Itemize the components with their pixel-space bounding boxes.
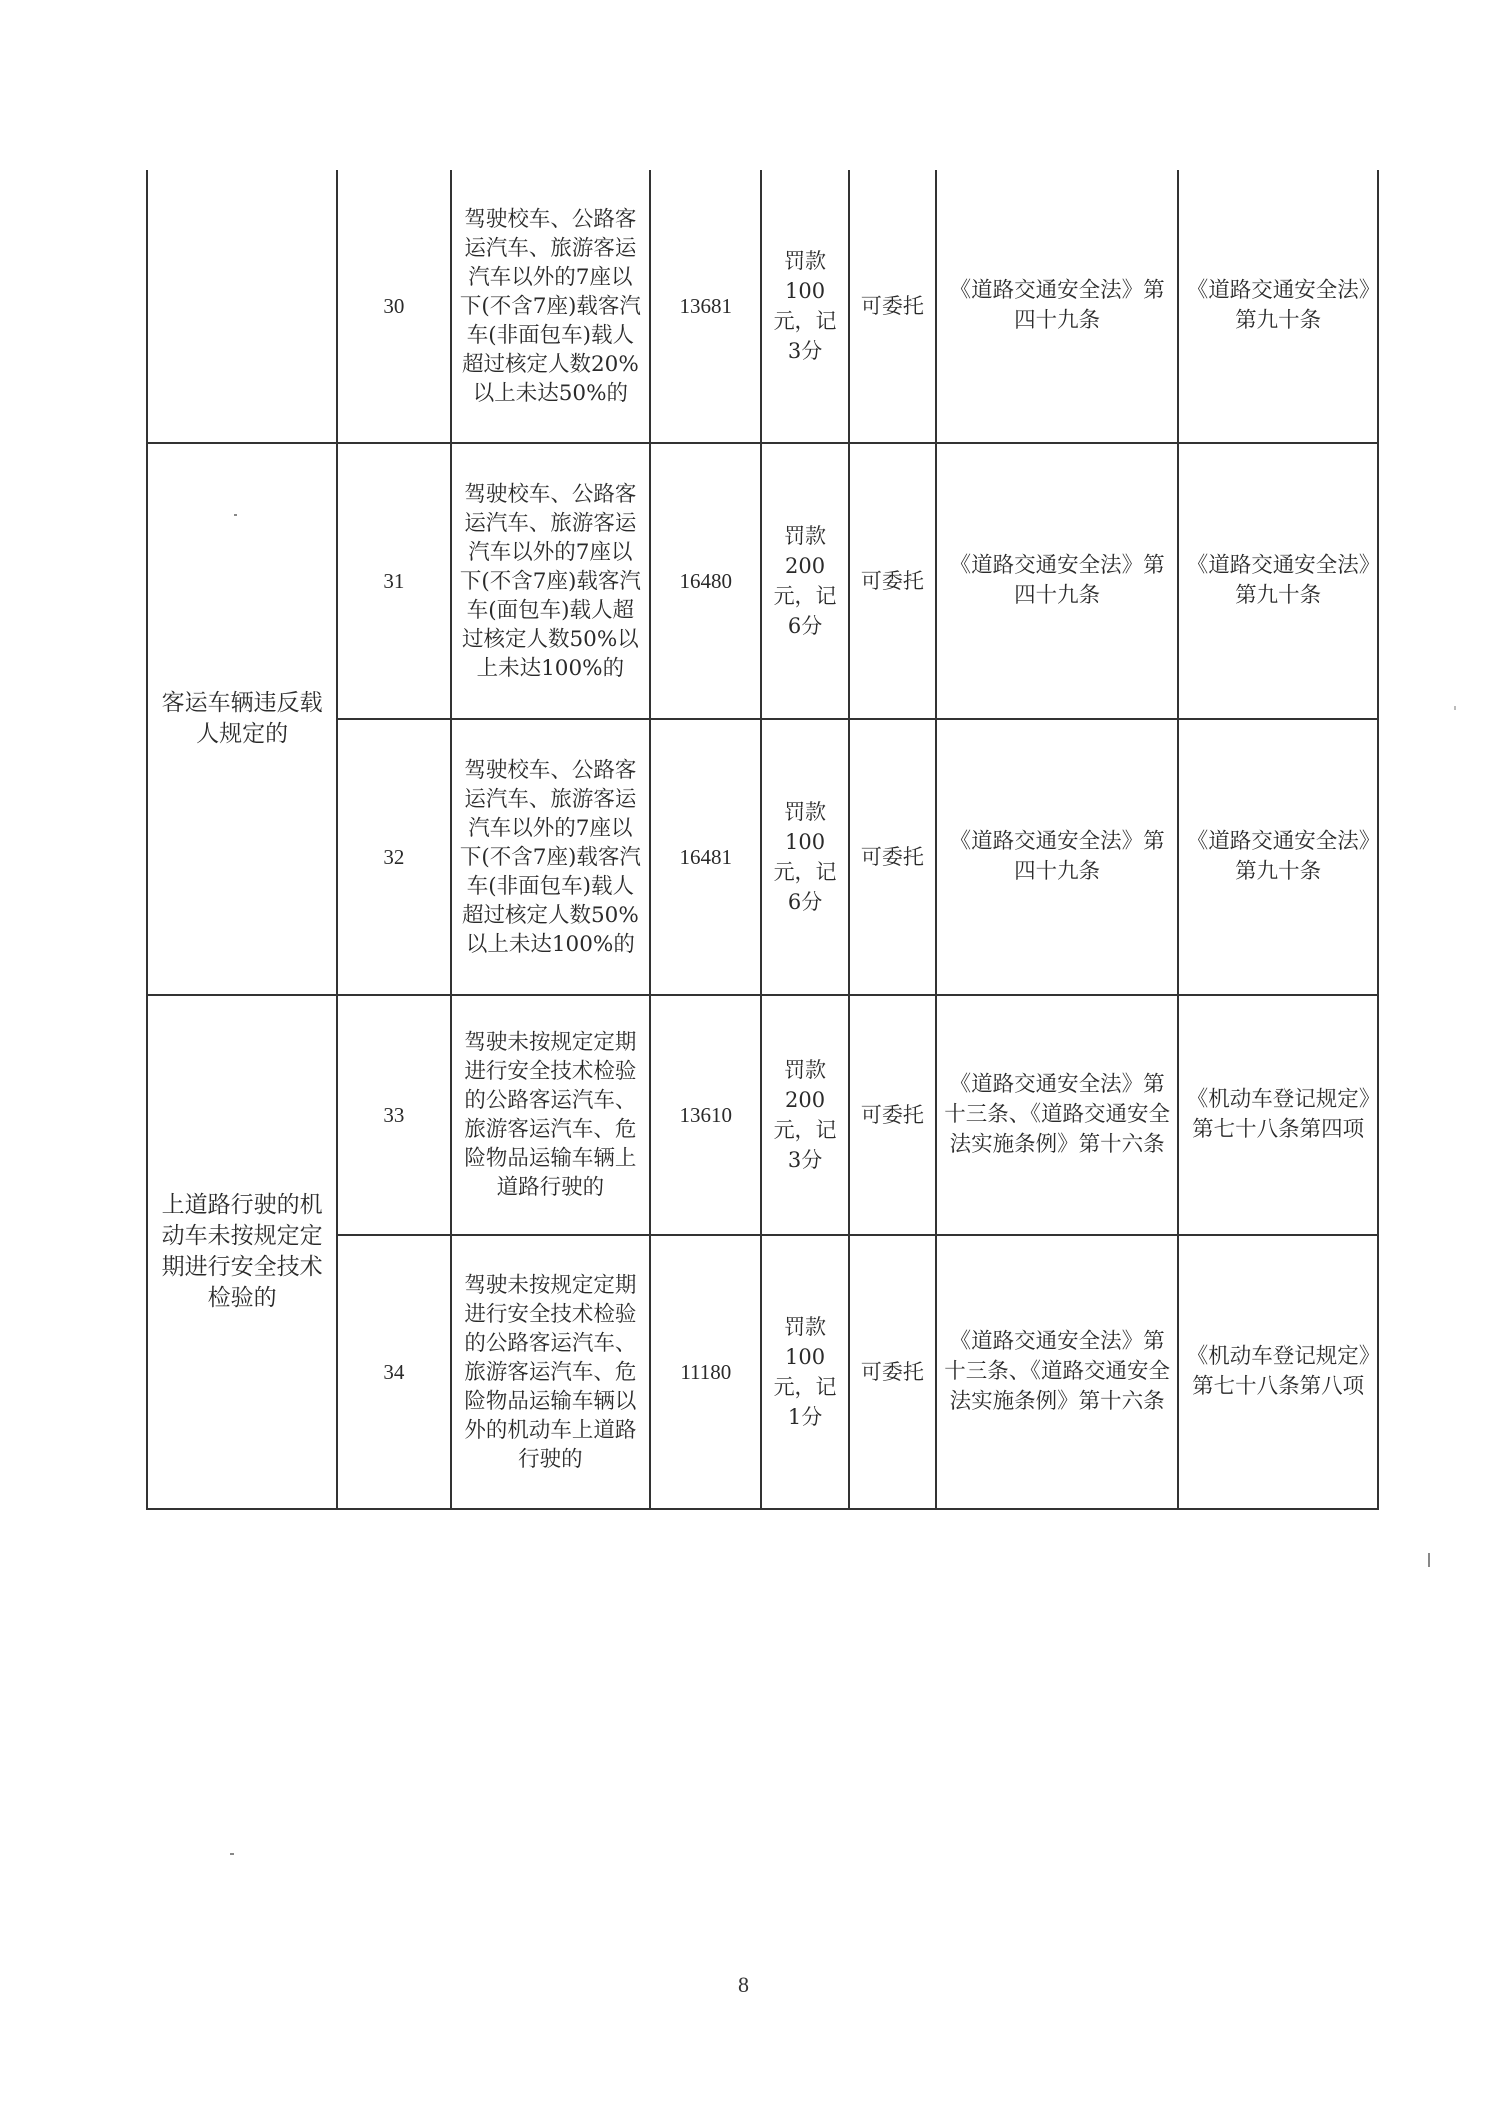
legal-basis-cell: 《道路交通安全法》第四十九条 — [936, 443, 1178, 719]
category-cell: 客运车辆违反载人规定的 — [147, 443, 337, 995]
violation-code: 13610 — [650, 995, 761, 1235]
entrust-cell: 可委托 — [849, 719, 936, 995]
sequence-cell: 33 — [337, 995, 450, 1235]
violation-description: 驾驶未按规定定期进行安全技术检验的公路客运汽车、旅游客运汽车、危险物品运输车辆以外的机动车上道路行驶的 — [451, 1235, 651, 1509]
violation-description: 驾驶校车、公路客运汽车、旅游客运汽车以外的7座以下(不含7座)载客汽车(面包车)载人超过核定人数50%以上未达100%的 — [451, 443, 651, 719]
scan-speck — [234, 514, 237, 516]
legal-basis-cell: 《道路交通安全法》第四十九条 — [936, 719, 1178, 995]
table-row — [147, 443, 1378, 719]
category-cell: 上道路行驶的机动车未按规定定期进行安全技术检验的 — [147, 995, 337, 1509]
scan-speck — [1454, 706, 1456, 710]
sequence-cell: 32 — [337, 719, 450, 995]
violations-table — [146, 170, 1379, 1510]
entrust-cell: 可委托 — [849, 170, 936, 443]
penalty-cell: 罚款100元，记6分 — [761, 719, 848, 995]
penalty-basis-cell: 《道路交通安全法》第九十条 — [1178, 443, 1378, 719]
scan-speck — [230, 1853, 234, 1855]
category-cell — [147, 170, 337, 443]
legal-basis-cell: 《道路交通安全法》第十三条、《道路交通安全法实施条例》第十六条 — [936, 1235, 1178, 1509]
sequence-cell: 30 — [337, 170, 450, 443]
sequence-cell: 34 — [337, 1235, 450, 1509]
penalty-basis-cell: 《道路交通安全法》第九十条 — [1178, 170, 1378, 443]
penalty-cell: 罚款200元，记6分 — [761, 443, 848, 719]
penalty-cell: 罚款100元，记1分 — [761, 1235, 848, 1509]
entrust-cell: 可委托 — [849, 443, 936, 719]
legal-basis-cell: 《道路交通安全法》第四十九条 — [936, 170, 1178, 443]
entrust-cell: 可委托 — [849, 995, 936, 1235]
table-row — [147, 170, 1378, 443]
scan-speck — [1428, 1553, 1430, 1567]
violation-description: 驾驶未按规定定期进行安全技术检验的公路客运汽车、旅游客运汽车、危险物品运输车辆上道路行驶的 — [451, 995, 651, 1235]
violation-code: 16481 — [650, 719, 761, 995]
sequence-cell: 31 — [337, 443, 450, 719]
page-number: 8 — [738, 1972, 749, 1997]
penalty-basis-cell: 《机动车登记规定》第七十八条第四项 — [1178, 995, 1378, 1235]
violation-description: 驾驶校车、公路客运汽车、旅游客运汽车以外的7座以下(不含7座)载客汽车(非面包车)载人超过核定人数20%以上未达50%的 — [451, 170, 651, 443]
entrust-cell: 可委托 — [849, 1235, 936, 1509]
table-row — [147, 995, 1378, 1235]
penalty-cell: 罚款100元，记3分 — [761, 170, 848, 443]
violation-code: 13681 — [650, 170, 761, 443]
violation-code: 11180 — [650, 1235, 761, 1509]
penalty-cell: 罚款200元，记3分 — [761, 995, 848, 1235]
legal-basis-cell: 《道路交通安全法》第十三条、《道路交通安全法实施条例》第十六条 — [936, 995, 1178, 1235]
violation-description: 驾驶校车、公路客运汽车、旅游客运汽车以外的7座以下(不含7座)载客汽车(非面包车)载人超过核定人数50%以上未达100%的 — [451, 719, 651, 995]
violation-code: 16480 — [650, 443, 761, 719]
penalty-basis-cell: 《道路交通安全法》第九十条 — [1178, 719, 1378, 995]
penalty-basis-cell: 《机动车登记规定》第七十八条第八项 — [1178, 1235, 1378, 1509]
